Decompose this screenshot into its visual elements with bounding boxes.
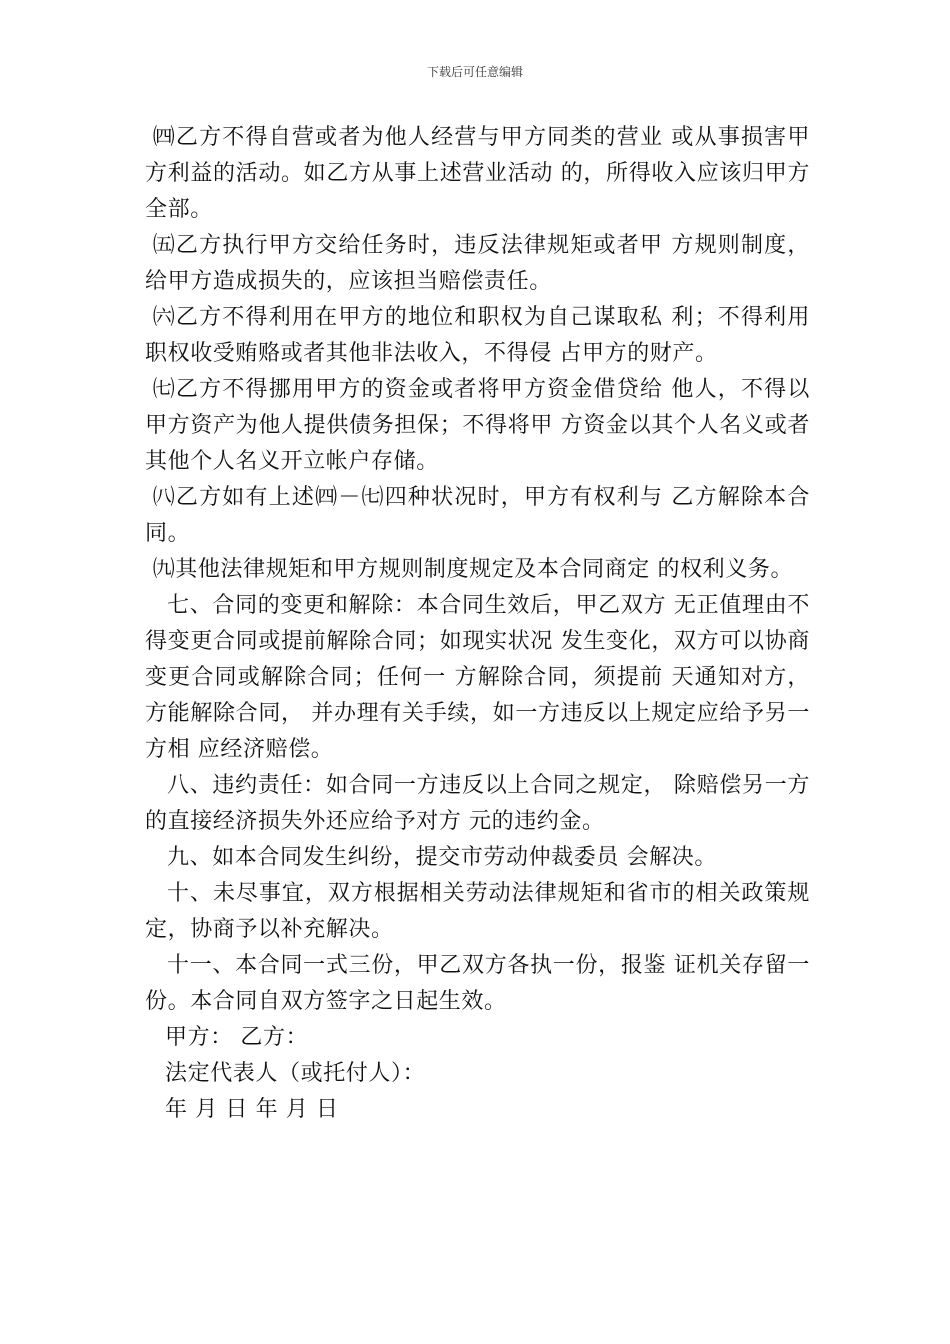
clause-6: ㈥乙方不得利用在甲方的地位和职权为自己谋取私 利；不得利用职权收受贿赂或者其他非法收入，不得侵 占甲方的财产。: [145, 305, 810, 366]
clause-8: ㈧乙方如有上述㈣－㈦四种状况时，甲方有权利与 乙方解除本合同。: [145, 485, 810, 546]
document-body: [145, 120, 810, 1128]
clause-5: ㈤乙方执行甲方交给任务时，违反法律规矩或者甲 方规则制度，给甲方造成损失的，应该担当赔偿责任。: [145, 233, 810, 294]
page-header: 下载后可任意编辑: [426, 65, 523, 79]
section-11-copies: 十一、本合同一式三份，甲乙双方各执一份，报鉴 证机关存留一份。本合同自双方签字之日起生效。: [145, 953, 810, 1014]
clause-9: ㈨其他法律规矩和甲方规则制度规定及本合同商定 的权利义务。: [152, 557, 794, 582]
clause-4: ㈣乙方不得自营或者为他人经营与甲方同类的营业 或从事损害甲方利益的活动。如乙方从事上述营业活动 的，所得收入应该归甲方全部。: [145, 125, 810, 222]
clause-7: ㈦乙方不得挪用甲方的资金或者将甲方资金借贷给 他人，不得以甲方资产为他人提供债务担保；不得将甲 方资金以其个人名义或者其他个人名义开立帐户存储。: [145, 377, 810, 474]
signature-dates: 年 月 日 年 月 日: [165, 1097, 339, 1122]
signature-representative: 法定代表人（或托付人）：: [165, 1061, 426, 1086]
section-10-other-matters: 十、未尽事宜，双方根据相关劳动法律规矩和省市的相关政策规定，协商予以补充解决。: [145, 881, 810, 942]
section-7-change-termination: 七、合同的变更和解除：本合同生效后，甲乙双方 无正值理由不得变更合同或提前解除合同；如现实状况 发生变化，双方可以协商变更合同或解除合同；任何一 方解除合同，须提前 天通知对方，方能解除合同， 并办理有关手续，如一方违反以上规定应给予另一方相 应经济赔偿。: [145, 593, 810, 762]
section-9-disputes: 九、如本合同发生纠纷，提交市劳动仲裁委员 会解决。: [167, 845, 717, 870]
section-8-liability: 八、违约责任：如合同一方违反以上合同之规定， 除赔偿另一方的直接经济损失外还应给予对方 元的违约金。: [145, 773, 810, 834]
signature-parties: 甲方： 乙方：: [165, 1025, 309, 1050]
